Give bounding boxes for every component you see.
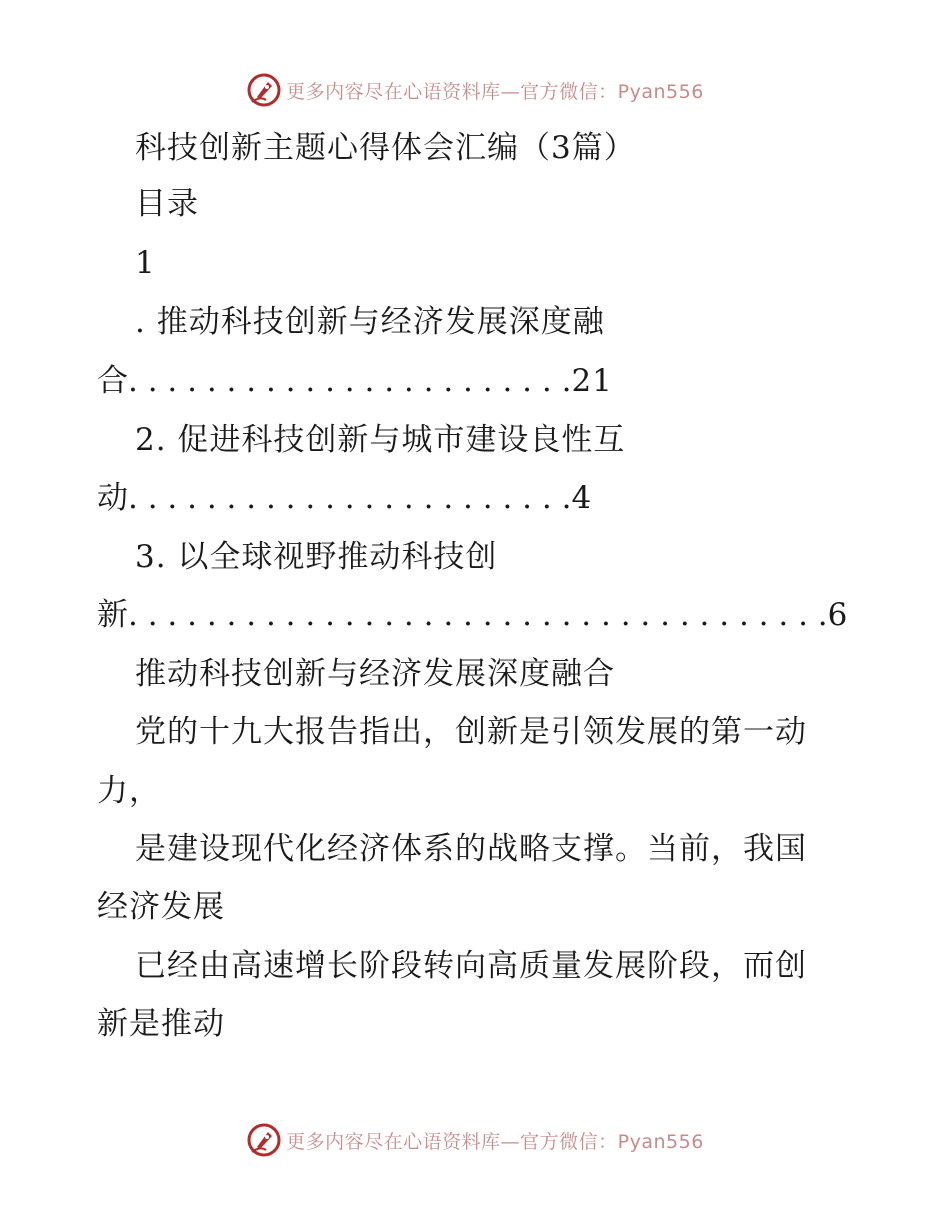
pen-nib-logo-icon: [246, 72, 282, 108]
toc-item-1-text: . 推动科技创新与经济发展深度融: [135, 304, 605, 340]
paragraph-2-line-1: 是建设现代化经济体系的战略支撑。当前，我国: [135, 831, 807, 867]
paragraph-2-line-2: 经济发展: [97, 889, 225, 925]
wechat-id: Pyan556: [617, 1130, 704, 1153]
toc-item-1-leader: 合. . . . . . . . . . . . . . . . . . . . . . .21: [97, 363, 613, 399]
paragraph-3-line-2: 新是推动: [97, 1006, 225, 1042]
toc-item-2-text: 2. 促进科技创新与城市建设良性互: [135, 422, 626, 458]
toc-item-3-text: 3. 以全球视野推动科技创: [135, 539, 498, 575]
toc-item-3-leader: 新. . . . . . . . . . . . . . . . . . . . . . . . . . . . . . . . . . . .6: [97, 597, 849, 633]
toc-item-2-page: 4: [571, 480, 593, 516]
pen-nib-logo-icon: [246, 1122, 282, 1158]
paragraph-1-line-1: 党的十九大报告指出，创新是引领发展的第一动: [135, 714, 807, 750]
footer-banner: [0, 1120, 950, 1160]
banner-text: 更多内容尽在心语资料库—官方微信：Pyan556: [286, 80, 704, 103]
toc-item-1-number: 1: [135, 245, 156, 281]
wechat-id: Pyan556: [617, 80, 704, 103]
toc-item-1-page: 21: [571, 363, 613, 399]
paragraph-1-line-2: 力，: [97, 773, 161, 809]
toc-heading: 目录: [135, 186, 199, 222]
paragraph-3-line-1: 已经由高速增长阶段转向高质量发展阶段，而创: [135, 948, 807, 984]
header-banner: [0, 70, 950, 110]
toc-item-3-page: 6: [827, 597, 849, 633]
toc-item-2-leader: 动. . . . . . . . . . . . . . . . . . . . . . .4: [97, 480, 593, 516]
section-title: 推动科技创新与经济发展深度融合: [135, 656, 615, 692]
document-title: 科技创新主题心得体会汇编（3篇）: [135, 130, 636, 166]
banner-text: 更多内容尽在心语资料库—官方微信：Pyan556: [286, 1130, 704, 1153]
